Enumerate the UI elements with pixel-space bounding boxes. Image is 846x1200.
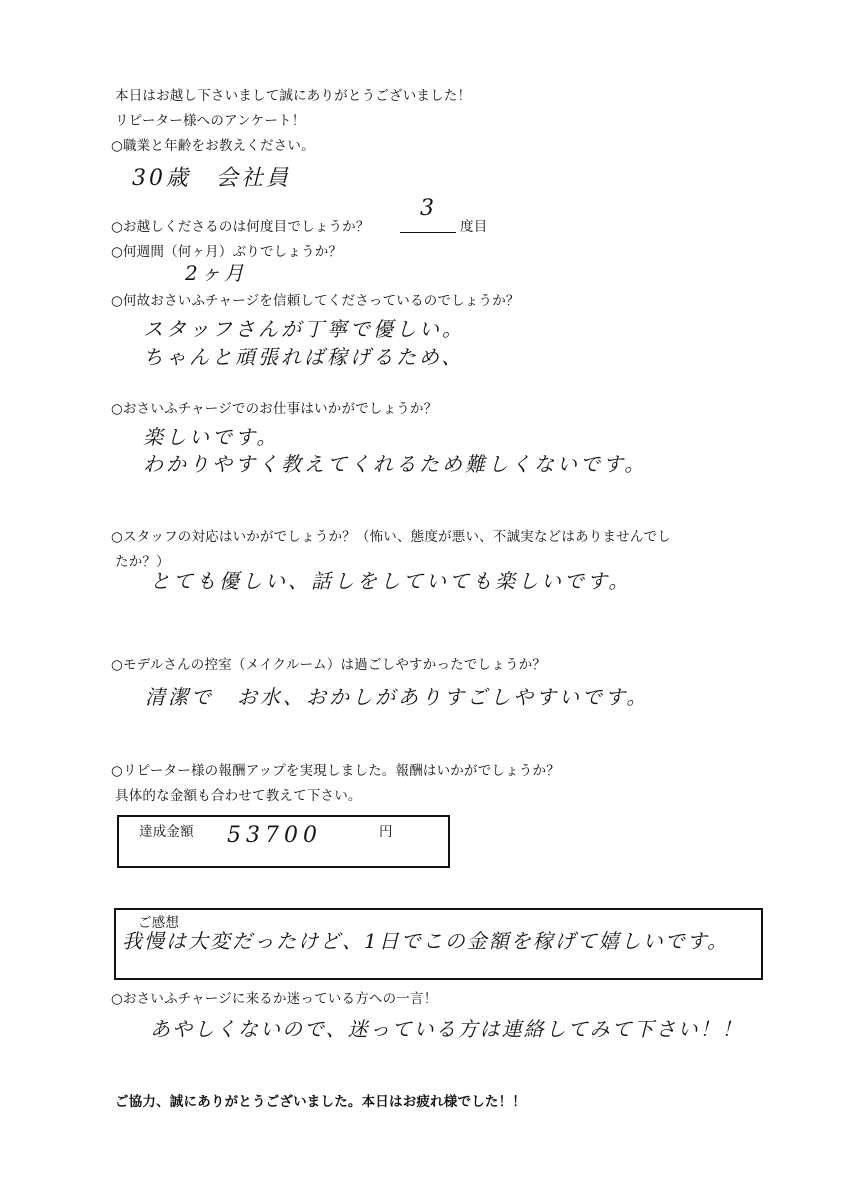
amount-box <box>117 815 450 868</box>
question-staff-response-cont: たか？） <box>115 554 170 570</box>
answer-work-impression-line2: わかりやすく教えてくれるため難しくないです。 <box>143 452 648 476</box>
answer-staff-response: とても優しい、話しをしていても楽しいです。 <box>150 569 632 593</box>
question-weeks-since: ○何週間（何ヶ月）ぶりでしょうか？ <box>111 244 343 260</box>
survey-title: リピーター様へのアンケート！ <box>115 113 306 129</box>
question-message-to-undecided: ○おさいふチャージに来るか迷っている方への一言！ <box>111 991 438 1007</box>
question-trust-reason: ○何故おさいふチャージを信頼してくださっているのでしょうか？ <box>111 293 520 309</box>
amount-unit: 円 <box>379 824 393 840</box>
answer-visit-count: 3 <box>420 196 437 221</box>
question-makeup-room: ○モデルさんの控室（メイクルーム）は過ごしやすかったでしょうか？ <box>111 657 547 673</box>
amount-label: 達成金額 <box>139 824 194 840</box>
amount-value: 53700 <box>227 823 322 848</box>
greeting-line: 本日はお越し下さいまして誠にありがとうございました！ <box>115 88 472 104</box>
visit-count-underline <box>400 232 456 233</box>
visit-count-suffix: 度目 <box>460 219 488 235</box>
answer-trust-reason-line2: ちゃんと頑張れば稼げるため、 <box>143 345 465 369</box>
answer-work-impression-line1: 楽しいです。 <box>143 425 280 449</box>
impressions-box <box>114 908 763 980</box>
question-visit-count: ○お越しくださるのは何度目でしょうか？ <box>111 219 370 235</box>
question-work-impression: ○おさいふチャージでのお仕事はいかがでしょうか？ <box>111 401 438 417</box>
answer-trust-reason-line1: スタッフさんが丁寧で優しい。 <box>143 317 465 341</box>
impressions-label: ご感想 <box>138 915 180 931</box>
answer-occupation-age: 30歳 会社員 <box>132 166 291 191</box>
answer-message-to-undecided: あやしくないので、迷っている方は連絡してみて下さい！！ <box>150 1017 744 1041</box>
question-staff-response: ○スタッフの対応はいかがでしょうか？（怖い、態度が悪い、不誠実などはありませんでし <box>111 529 671 545</box>
answer-makeup-room: 清潔で お水、おかしがありすごしやすいです。 <box>145 685 650 709</box>
impressions-answer: 我慢は大変だったけど、1日でこの金額を稼げて嬉しいです。 <box>122 929 730 953</box>
answer-weeks-since: 2ヶ月 <box>185 261 247 285</box>
closing-message: ご協力、誠にありがとうございました。本日はお疲れ様でした！！ <box>115 1094 526 1110</box>
question-reward-cont: 具体的な金額も合わせて教えて下さい。 <box>115 788 362 804</box>
question-reward: ○リピーター様の報酬アップを実現しました。報酬はいかがでしょうか？ <box>111 763 560 779</box>
question-occupation-age: ○職業と年齢をお教えください。 <box>111 138 315 154</box>
